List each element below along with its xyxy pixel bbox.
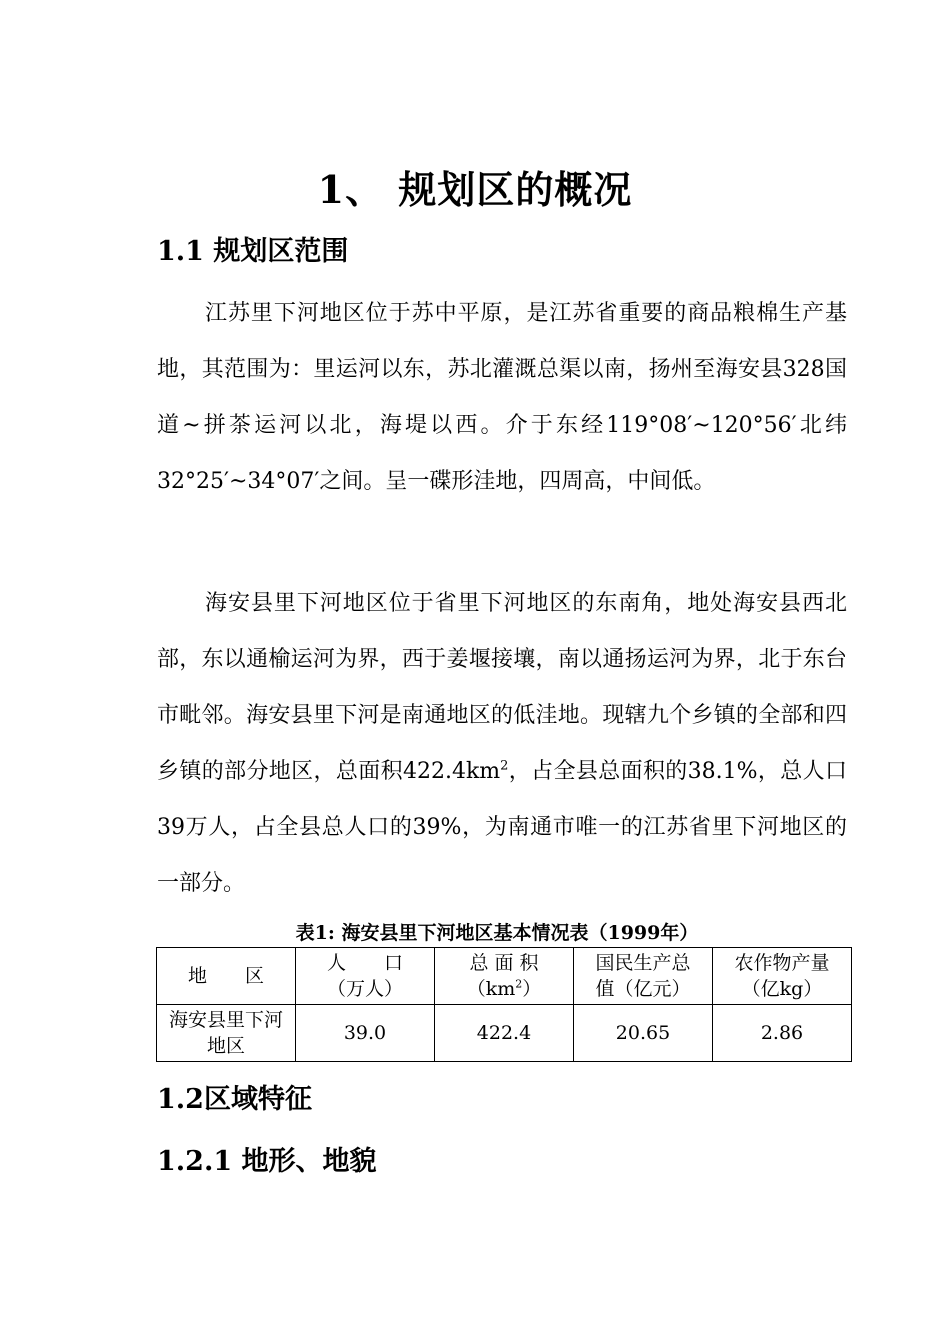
chapter-title: 1、 规划区的概况 bbox=[317, 167, 633, 212]
cell-crop: 2.86 bbox=[713, 1005, 852, 1062]
header-population: 人 口 （万人） bbox=[296, 948, 435, 1005]
cell-area: 422.4 bbox=[435, 1005, 574, 1062]
paragraph-haian-text-b: ，占全县总面积的38.1%，总人口39万人，占全县总人口的39%，为南通市唯一的江苏省里下河地区的一部分。 bbox=[157, 759, 847, 896]
table-header-row bbox=[157, 948, 852, 1005]
cell-gdp: 20.65 bbox=[574, 1005, 713, 1062]
paragraph-scope bbox=[157, 286, 847, 510]
cell-population: 39.0 bbox=[296, 1005, 435, 1062]
table-caption: 表1: 海安县里下河地区基本情况表（1999年） bbox=[295, 922, 699, 944]
section-heading-1-1: 1.1 规划区范围 bbox=[157, 236, 349, 267]
paragraph-haian bbox=[157, 576, 847, 912]
superscript-2: 2 bbox=[500, 758, 509, 774]
section-heading-1-2: 1.2区域特征 bbox=[157, 1084, 312, 1115]
basic-info-table bbox=[156, 947, 852, 1062]
cell-region: 海安县里下河地区 bbox=[157, 1005, 296, 1062]
section-heading-1-2-1: 1.2.1 地形、地貌 bbox=[157, 1146, 377, 1177]
header-area: 总 面 积 $(km^2)$ bbox=[435, 948, 574, 1005]
header-gdp: 国民生产总 值（亿元） bbox=[574, 948, 713, 1005]
table-row bbox=[157, 1005, 852, 1062]
paragraph-scope-text: 江苏里下河地区位于苏中平原，是江苏省重要的商品粮棉生产基地，其范围为：里运河以东，苏北灌溉总渠以南，扬州至海安县328国道~拼茶运河以北，海堤以西。介于东经119°08′~120°56′北纬32°25′~34°07′之间。呈一碟形洼地，四周高，中间低。 bbox=[157, 301, 847, 494]
paragraph-haian-text-a: 海安县里下河地区位于省里下河地区的东南角，地处海安县西北部，东以通榆运河为界，西于姜堰接壤，南以通扬运河为界，北于东台市毗邻。海安县里下河是南通地区的低洼地。现辖九个乡镇的全部和四乡镇的部分地区，总面积422.4km bbox=[157, 591, 847, 784]
header-crop: 农作物产量 （亿kg） bbox=[713, 948, 852, 1005]
header-region: 地 区 bbox=[157, 948, 296, 1005]
